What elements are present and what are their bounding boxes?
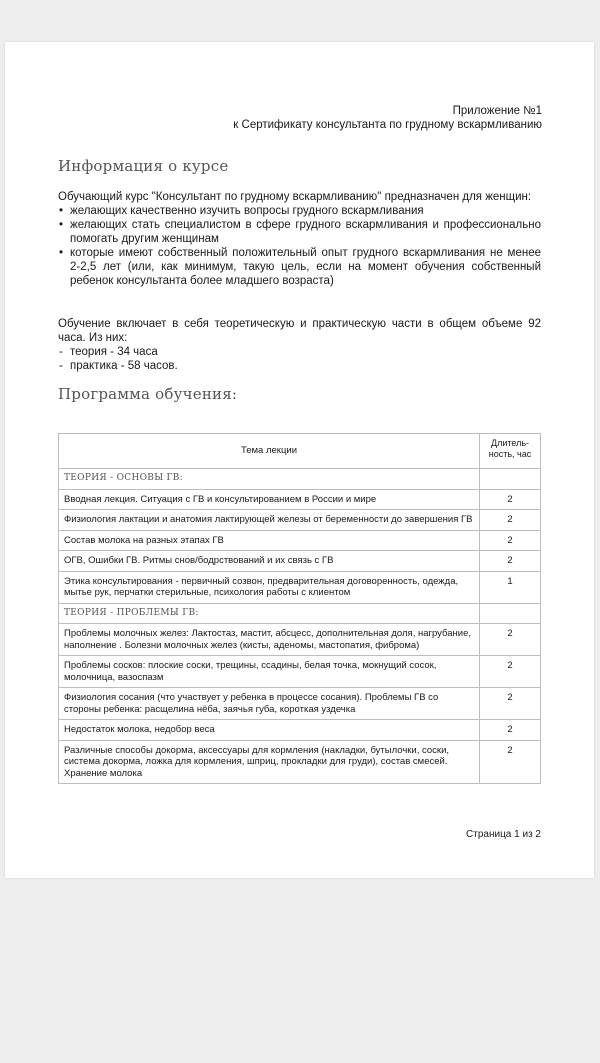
- hours-section: [58, 317, 541, 373]
- hours-cell: 2: [480, 688, 541, 720]
- column-header-hours: Длитель-ность, час: [480, 434, 541, 469]
- program-heading: Программа обучения:: [58, 385, 238, 403]
- section-title: ТЕОРИЯ - ОСНОВЫ ГВ:: [59, 469, 480, 490]
- hours-cell: 2: [480, 740, 541, 784]
- course-info-section: [58, 190, 541, 288]
- list-item: - практика - 58 часов.: [58, 359, 541, 373]
- table-row: [59, 571, 541, 603]
- audience-list: [58, 204, 541, 288]
- topic-cell: Вводная лекция. Ситуация с ГВ и консультированием в России и мире: [59, 489, 480, 510]
- hours-cell: 2: [480, 530, 541, 551]
- course-info-heading: Информация о курсе: [58, 157, 229, 175]
- column-header-topic: Тема лекции: [59, 434, 480, 469]
- hours-cell: 2: [480, 656, 541, 688]
- table-row: [59, 551, 541, 572]
- table-row: [59, 489, 541, 510]
- topic-cell: Физиология лактации и анатомия лактирующей железы от беременности до завершения ГВ: [59, 510, 480, 531]
- hours-cell: 2: [480, 551, 541, 572]
- topic-cell: Физиология сосания (что участвует у ребенка в процессе сосания). Проблемы ГВ со стороны ребенка: расщелина нёба, заячья губа, короткая уздечка: [59, 688, 480, 720]
- hours-text: Обучение включает в себя теоретическую и практическую части в общем объеме 92 часа. Из них:: [58, 318, 541, 344]
- hours-cell: [480, 469, 541, 490]
- hours-cell: [480, 603, 541, 624]
- hours-cell: 2: [480, 489, 541, 510]
- list-item: - теория - 34 часа: [58, 345, 541, 359]
- topic-cell: Состав молока на разных этапах ГВ: [59, 530, 480, 551]
- topic-cell: Проблемы сосков: плоские соски, трещины, ссадины, белая точка, мокнущий сосок, молочница, вазоспазм: [59, 656, 480, 688]
- annex-header: [233, 104, 542, 132]
- annex-number: Приложение №1: [452, 105, 542, 117]
- hours-cell: 2: [480, 510, 541, 531]
- table-section-row: [59, 603, 541, 624]
- table-row: [59, 720, 541, 741]
- table-row: [59, 510, 541, 531]
- table-header-row: [59, 434, 541, 469]
- topic-cell: ОГВ, Ошибки ГВ. Ритмы снов/бодрствований и их связь с ГВ: [59, 551, 480, 572]
- hours-cell: 2: [480, 624, 541, 656]
- table-row: [59, 656, 541, 688]
- document-page: [5, 42, 594, 878]
- hours-list: [58, 345, 541, 373]
- table-section-row: [59, 469, 541, 490]
- list-item: • желающих стать специалистом в сфере грудного вскармливания и профессионально помогать другим женщинам: [58, 218, 541, 246]
- topic-cell: Недостаток молока, недобор веса: [59, 720, 480, 741]
- program-table: [58, 433, 541, 784]
- topic-cell: Проблемы молочных желез: Лактостаз, мастит, абсцесс, дополнительная доля, нагрубание, наполнение . Болезни молочных желез (кисты, аденомы, мастопатия, фиброма): [59, 624, 480, 656]
- table-row: [59, 688, 541, 720]
- hours-cell: 1: [480, 571, 541, 603]
- topic-cell: Различные способы докорма, аксессуары для кормления (накладки, бутылочки, соски, система докорма, ложка для кормления, шприц, прокладки для груди), состав смесей. Хранение молока: [59, 740, 480, 784]
- section-title: ТЕОРИЯ - ПРОБЛЕМЫ ГВ:: [59, 603, 480, 624]
- table-row: [59, 530, 541, 551]
- list-item: • желающих качественно изучить вопросы грудного вскармливания: [58, 204, 541, 218]
- hours-cell: 2: [480, 720, 541, 741]
- annex-subtitle: к Сертификату консультанта по грудному вскармливанию: [233, 119, 542, 131]
- topic-cell: Этика консультирования - первичный созвон, предварительная договоренность, одежда, мытье рук, перчатки стерильные, психология работы с клиентом: [59, 571, 480, 603]
- course-intro: Обучающий курс "Консультант по грудному вскармливанию" предназначен для женщин:: [58, 191, 532, 203]
- page-number: Страница 1 из 2: [466, 829, 541, 840]
- table-row: [59, 740, 541, 784]
- table-row: [59, 624, 541, 656]
- list-item: • которые имеют собственный положительный опыт грудного вскармливания не менее 2-2,5 лет (или, как минимум, такую цель, если на момент обучения собственный ребенок консультанта более младшего возраста): [58, 246, 541, 288]
